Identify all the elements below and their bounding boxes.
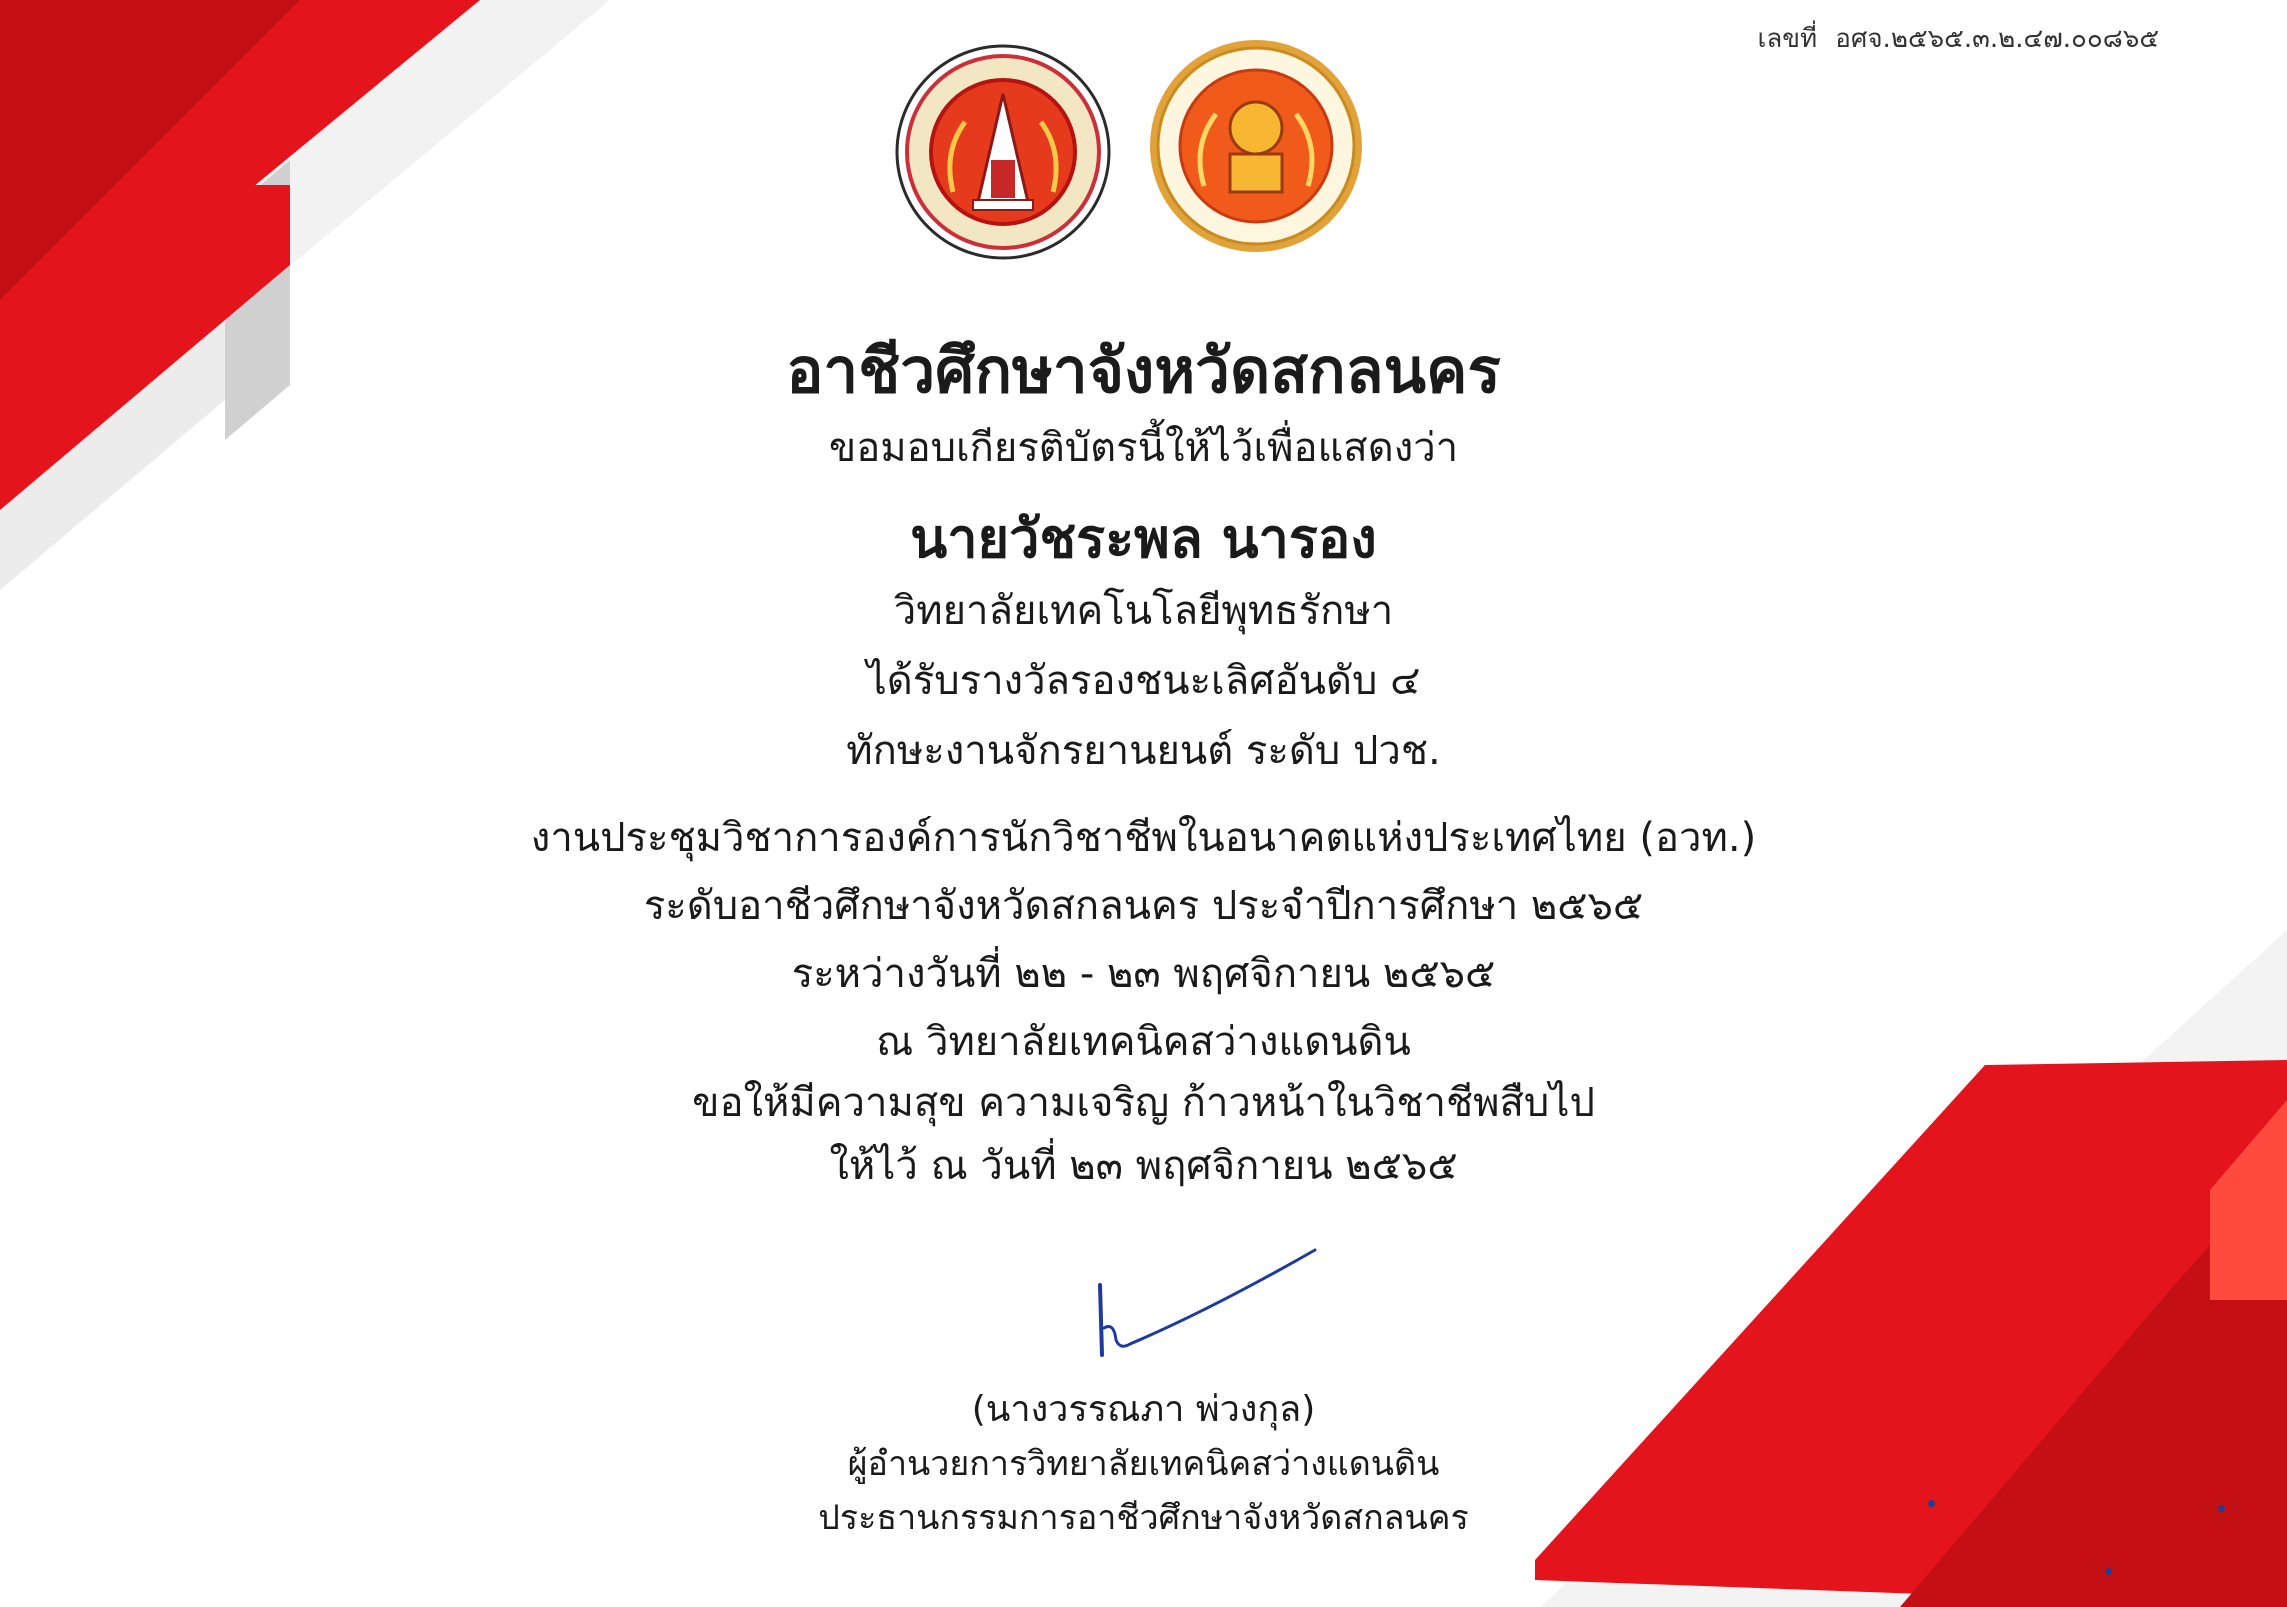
- document-number-value: อศจ.๒๕๖๕.๓.๒.๔๗.๐๐๘๖๕: [1835, 24, 2159, 54]
- signatory-name: (นางวรรณภา พ่วงกุล): [971, 1389, 1316, 1430]
- event-line: งานประชุมวิชาการองค์การนักวิชาชีพในอนาคตแห่งประเทศไทย (อวท.): [530, 815, 1757, 861]
- signatory-title: ผู้อำนวยการวิทยาลัยเทคนิคสว่างแดนดิน: [847, 1444, 1440, 1484]
- event-date-line: ระหว่างวันที่ ๒๒ - ๒๓ พฤศจิกายน ๒๕๖๕: [791, 951, 1496, 997]
- document-number-label: เลขที่: [1757, 24, 1818, 54]
- certificate-intro: ขอมอบเกียรติบัตรนี้ให้ไว้เพื่อแสดงว่า: [828, 425, 1459, 471]
- blessing-line: ขอให้มีความสุข ความเจริญ ก้าวหน้าในวิชาชีพสืบไป: [692, 1080, 1595, 1126]
- issue-date-line: ให้ไว้ ณ วันที่ ๒๓ พฤศจิกายน ๒๕๖๕: [829, 1143, 1458, 1189]
- speck-dot: [2105, 1568, 2112, 1575]
- speck-dot: [2218, 1505, 2225, 1512]
- skill-category: ทักษะงานจักรยานยนต์ ระดับ ปวช.: [846, 728, 1441, 774]
- event-venue-line: ณ วิทยาลัยเทคนิคสว่างแดนดิน: [876, 1019, 1411, 1065]
- signatory-committee-title: ประธานกรรมการอาชีวศึกษาจังหวัดสกลนคร: [818, 1498, 1469, 1538]
- recipient-institution: วิทยาลัยเทคโนโลยีพุทธรักษา: [893, 588, 1394, 634]
- signature-image: [1090, 1240, 1340, 1370]
- future-thai-professional-seal-logo: [1146, 36, 1366, 256]
- vocational-office-seal-logo: [893, 42, 1113, 262]
- organization-title: อาชีวศึกษาจังหวัดสกลนคร: [786, 334, 1501, 407]
- document-number: [1757, 18, 2159, 59]
- speck-dot: [1928, 1500, 1935, 1507]
- event-line: ระดับอาชีวศึกษาจังหวัดสกลนคร ประจำปีการศึกษา ๒๕๖๕: [643, 883, 1644, 929]
- award-title: ได้รับรางวัลรองชนะเลิศอันดับ ๔: [866, 658, 1421, 704]
- recipient-name: นายวัชระพล นารอง: [910, 507, 1377, 570]
